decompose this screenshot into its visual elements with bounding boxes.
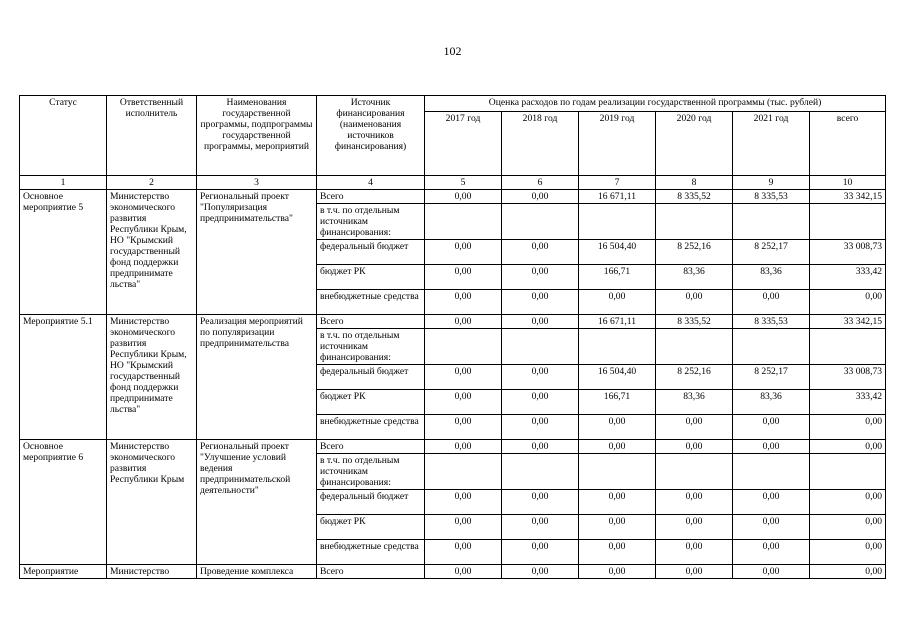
value-cell [502, 329, 579, 365]
value-cell: 0,00 [502, 240, 579, 265]
source-cell: федеральный бюджет [317, 490, 425, 515]
value-cell: 166,71 [579, 265, 656, 290]
value-cell: 0,00 [810, 290, 886, 315]
value-cell [733, 329, 810, 365]
value-cell: 83,36 [656, 390, 733, 415]
col-number: 5 [425, 176, 502, 190]
value-cell: 0,00 [810, 515, 886, 540]
table-row [20, 440, 886, 454]
value-cell: 33 008,73 [810, 240, 886, 265]
col-number: 2 [107, 176, 197, 190]
header-executor: Ответственный исполнитель [107, 96, 197, 176]
source-cell: бюджет РК [317, 390, 425, 415]
source-cell: Всего [317, 440, 425, 454]
source-cell: бюджет РК [317, 265, 425, 290]
value-cell: 0,00 [425, 365, 502, 390]
value-cell: 0,00 [810, 540, 886, 565]
value-cell: 0,00 [733, 490, 810, 515]
value-cell: 0,00 [502, 365, 579, 390]
source-cell: внебюджетные средства [317, 415, 425, 440]
col-number: 1 [20, 176, 107, 190]
status-cell: Мероприятие [20, 565, 107, 579]
col-number: 10 [810, 176, 886, 190]
value-cell: 0,00 [733, 440, 810, 454]
name-cell: Проведение комплекса [197, 565, 317, 579]
value-cell: 0,00 [425, 290, 502, 315]
value-cell: 0,00 [502, 440, 579, 454]
executor-cell: Министерство [107, 565, 197, 579]
value-cell: 0,00 [502, 190, 579, 204]
source-cell: в т.ч. по отдельным источникам финансирования: [317, 454, 425, 490]
header-year: всего [810, 112, 886, 176]
col-number: 6 [502, 176, 579, 190]
value-cell [425, 454, 502, 490]
value-cell: 0,00 [579, 515, 656, 540]
value-cell: 0,00 [656, 415, 733, 440]
table-row [20, 315, 886, 329]
source-cell: Всего [317, 565, 425, 579]
header-year: 2020 год [656, 112, 733, 176]
header-year: 2018 год [502, 112, 579, 176]
value-cell: 0,00 [425, 415, 502, 440]
value-cell: 8 335,53 [733, 190, 810, 204]
value-cell: 16 504,40 [579, 365, 656, 390]
value-cell: 0,00 [656, 540, 733, 565]
value-cell [733, 454, 810, 490]
value-cell: 0,00 [502, 415, 579, 440]
value-cell: 0,00 [733, 565, 810, 579]
value-cell: 33 342,15 [810, 315, 886, 329]
col-number: 9 [733, 176, 810, 190]
value-cell: 0,00 [502, 515, 579, 540]
value-cell: 8 252,17 [733, 240, 810, 265]
status-cell: Основное мероприятие 6 [20, 440, 107, 565]
value-cell: 33 008,73 [810, 365, 886, 390]
value-cell: 8 252,16 [656, 240, 733, 265]
value-cell: 0,00 [656, 515, 733, 540]
value-cell: 0,00 [810, 490, 886, 515]
value-cell: 0,00 [733, 290, 810, 315]
col-number: 8 [656, 176, 733, 190]
value-cell [656, 329, 733, 365]
source-cell: в т.ч. по отдельным источникам финансирования: [317, 329, 425, 365]
value-cell: 8 335,52 [656, 190, 733, 204]
value-cell: 0,00 [425, 390, 502, 415]
value-cell [733, 204, 810, 240]
value-cell: 0,00 [656, 290, 733, 315]
value-cell: 0,00 [579, 490, 656, 515]
value-cell: 83,36 [656, 265, 733, 290]
value-cell: 8 252,16 [656, 365, 733, 390]
value-cell: 0,00 [425, 240, 502, 265]
value-cell: 8 335,53 [733, 315, 810, 329]
value-cell [579, 454, 656, 490]
col-number: 3 [197, 176, 317, 190]
source-cell: внебюджетные средства [317, 540, 425, 565]
status-cell: Основное мероприятие 5 [20, 190, 107, 315]
value-cell [810, 454, 886, 490]
value-cell: 0,00 [579, 540, 656, 565]
value-cell: 0,00 [425, 490, 502, 515]
value-cell: 0,00 [425, 540, 502, 565]
value-cell: 0,00 [502, 490, 579, 515]
executor-cell: Министерство экономического развития Республики Крым, НО "Крымский государственный фонд поддержки предпринимате льства" [107, 315, 197, 440]
value-cell [579, 204, 656, 240]
value-cell [656, 204, 733, 240]
value-cell [810, 329, 886, 365]
page-number: 102 [443, 44, 462, 58]
header-year: 2021 год [733, 112, 810, 176]
value-cell: 166,71 [579, 390, 656, 415]
value-cell: 8 252,17 [733, 365, 810, 390]
value-cell [502, 204, 579, 240]
value-cell: 0,00 [810, 415, 886, 440]
value-cell: 0,00 [579, 415, 656, 440]
value-cell: 83,36 [733, 390, 810, 415]
executor-cell: Министерство экономического развития Республики Крым, НО "Крымский государственный фонд поддержки предпринимате льства" [107, 190, 197, 315]
value-cell: 8 335,52 [656, 315, 733, 329]
value-cell: 0,00 [502, 290, 579, 315]
value-cell [425, 329, 502, 365]
financing-table [19, 95, 886, 579]
source-cell: Всего [317, 315, 425, 329]
value-cell: 0,00 [810, 565, 886, 579]
header-status: Статус [20, 96, 107, 176]
executor-cell: Министерство экономического развития Республики Крым [107, 440, 197, 565]
header-year: 2017 год [425, 112, 502, 176]
value-cell: 0,00 [425, 515, 502, 540]
header-estimate: Оценка расходов по годам реализации государственной программы (тыс. рублей) [425, 96, 886, 112]
header-name: Наименования государственной программы, подпрограммы государственной программы, мероприятий [197, 96, 317, 176]
source-cell: бюджет РК [317, 515, 425, 540]
source-cell: внебюджетные средства [317, 290, 425, 315]
value-cell: 0,00 [733, 515, 810, 540]
value-cell: 0,00 [810, 440, 886, 454]
value-cell: 0,00 [425, 190, 502, 204]
value-cell: 33 342,15 [810, 190, 886, 204]
value-cell: 0,00 [425, 265, 502, 290]
value-cell [502, 454, 579, 490]
value-cell [425, 204, 502, 240]
col-number: 7 [579, 176, 656, 190]
value-cell: 0,00 [425, 440, 502, 454]
header-source: Источник финансирования (наименования источников финансирования) [317, 96, 425, 176]
name-cell: Региональный проект "Популяризация предпринимательства" [197, 190, 317, 315]
source-cell: в т.ч. по отдельным источникам финансирования: [317, 204, 425, 240]
status-cell: Мероприятие 5.1 [20, 315, 107, 440]
value-cell: 0,00 [656, 490, 733, 515]
source-cell: Всего [317, 190, 425, 204]
value-cell: 0,00 [502, 315, 579, 329]
value-cell [810, 204, 886, 240]
value-cell: 0,00 [502, 390, 579, 415]
value-cell: 0,00 [579, 440, 656, 454]
value-cell: 333,42 [810, 265, 886, 290]
value-cell: 0,00 [502, 540, 579, 565]
name-cell: Региональный проект "Улучшение условий ведения предпринимательской деятельности" [197, 440, 317, 565]
name-cell: Реализация мероприятий по популяризации предпринимательства [197, 315, 317, 440]
col-number: 4 [317, 176, 425, 190]
value-cell: 0,00 [579, 565, 656, 579]
column-numbers-row [20, 176, 886, 190]
value-cell: 16 504,40 [579, 240, 656, 265]
value-cell: 0,00 [656, 565, 733, 579]
source-cell: федеральный бюджет [317, 365, 425, 390]
value-cell: 0,00 [502, 565, 579, 579]
value-cell: 0,00 [579, 290, 656, 315]
value-cell: 0,00 [502, 265, 579, 290]
value-cell: 83,36 [733, 265, 810, 290]
table-row [20, 565, 886, 579]
value-cell: 16 671,11 [579, 190, 656, 204]
value-cell: 16 671,11 [579, 315, 656, 329]
header-year: 2019 год [579, 112, 656, 176]
source-cell: федеральный бюджет [317, 240, 425, 265]
value-cell [579, 329, 656, 365]
value-cell: 0,00 [656, 440, 733, 454]
value-cell [656, 454, 733, 490]
table-row [20, 190, 886, 204]
value-cell: 333,42 [810, 390, 886, 415]
value-cell: 0,00 [733, 415, 810, 440]
value-cell: 0,00 [425, 315, 502, 329]
value-cell: 0,00 [425, 565, 502, 579]
value-cell: 0,00 [733, 540, 810, 565]
